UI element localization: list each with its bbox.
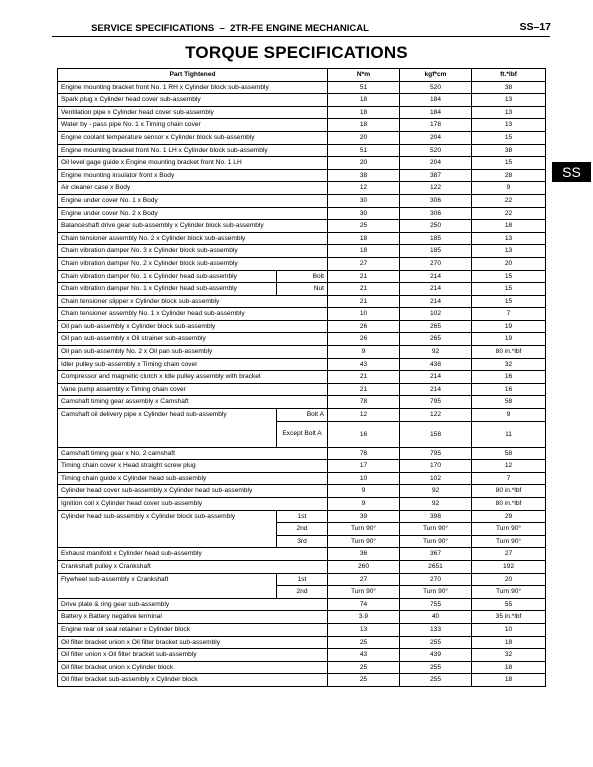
cell-kgf: 214: [400, 383, 472, 396]
table-row: [58, 182, 546, 195]
cell-kgf: 102: [400, 308, 472, 321]
cell-part: Chain tensioner slipper x Cylinder block sub-assembly: [58, 295, 328, 308]
table-row: [58, 371, 546, 384]
cell-kgf: 250: [400, 220, 472, 233]
table-row: [58, 560, 546, 573]
cell-part: Chain tensioner assembly No. 2 x Cylinder block sub-assembly: [58, 232, 328, 245]
cell-part: Oil pan sub-assembly No. 2 x Oil pan sub-assembly: [58, 346, 328, 359]
cell-kgf: 438: [400, 358, 472, 371]
cell-ft: 13: [472, 119, 546, 132]
cell-part: Exhaust manifold x Cylinder head sub-assembly: [58, 548, 328, 561]
cell-kgf: 92: [400, 485, 472, 498]
cell-nm: Turn 90°: [328, 535, 400, 548]
cell-part: Chain vibration damper No. 3 x Cylinder block sub-assembly: [58, 245, 328, 258]
column-header-part: Part Tightened: [58, 69, 328, 82]
cell-nm: 260: [328, 560, 400, 573]
cell-kgf: 122: [400, 409, 472, 422]
cell-kgf: 204: [400, 131, 472, 144]
cell-ft: 32: [472, 649, 546, 662]
cell-ft: 13: [472, 94, 546, 107]
cell-part: Timing chain guide x Cylinder head sub-assembly: [58, 472, 328, 485]
cell-ft: 55: [472, 598, 546, 611]
cell-kgf: 158: [400, 421, 472, 447]
cell-kgf: 122: [400, 182, 472, 195]
table-row: [58, 611, 546, 624]
cell-kgf: 265: [400, 333, 472, 346]
cell-kgf: 214: [400, 371, 472, 384]
cell-part: Engine mounting bracket front No. 1 RH x Cylinder block sub-assembly: [58, 81, 328, 94]
cell-part: Idler pulley sub-assembly x Timing chain cover: [58, 358, 328, 371]
header-section: SERVICE SPECIFICATIONS: [91, 23, 215, 34]
cell-nm: 26: [328, 320, 400, 333]
cell-kgf: 520: [400, 81, 472, 94]
cell-nm: 21: [328, 270, 400, 283]
cell-ft: 7: [472, 308, 546, 321]
cell-part: Oil filter union x Oil filter bracket sub-assembly: [58, 649, 328, 662]
cell-nm: Turn 90°: [328, 586, 400, 599]
cell-ft: Turn 90°: [472, 535, 546, 548]
cell-part: Balanceshaft drive gear sub-assembly x Cylinder block sub-assembly: [58, 220, 328, 233]
cell-kgf: 185: [400, 232, 472, 245]
cell-ft: 35 in.*lbf: [472, 611, 546, 624]
cell-kgf: Turn 90°: [400, 523, 472, 536]
table-row: [58, 358, 546, 371]
cell-nm: Turn 90°: [328, 523, 400, 536]
cell-kgf: 214: [400, 295, 472, 308]
cell-kgf: 306: [400, 207, 472, 220]
cell-condition: Except Bolt A: [277, 421, 328, 447]
table-row: [58, 131, 546, 144]
cell-kgf: 178: [400, 119, 472, 132]
cell-ft: 28: [472, 169, 546, 182]
cell-ft: 58: [472, 396, 546, 409]
cell-part: Engine coolant temperature sensor x Cylinder block sub-assembly: [58, 131, 328, 144]
table-row: [58, 157, 546, 170]
cell-nm: 20: [328, 131, 400, 144]
cell-nm: 78: [328, 396, 400, 409]
page-title: TORQUE SPECIFICATIONS: [185, 43, 408, 62]
header-chapter: 2TR-FE ENGINE MECHANICAL: [230, 23, 369, 34]
cell-condition: 1st: [277, 573, 328, 586]
table-row: [58, 409, 546, 422]
cell-ft: 22: [472, 207, 546, 220]
table-row: [58, 144, 546, 157]
cell-kgf: 214: [400, 283, 472, 296]
cell-part: Timing chain cover x Head straight screw plug: [58, 460, 328, 473]
cell-part: Oil level gage guide x Engine mounting bracket front No. 1 LH: [58, 157, 328, 170]
cell-kgf: 398: [400, 510, 472, 523]
cell-kgf: 520: [400, 144, 472, 157]
table-row: [58, 245, 546, 258]
table-row: [58, 106, 546, 119]
cell-kgf: 795: [400, 447, 472, 460]
column-header-ft: ft.*lbf: [472, 69, 546, 82]
cell-part: Ignition coil x Cylinder head cover sub-assembly: [58, 498, 328, 511]
table-row: [58, 207, 546, 220]
cell-nm: 16: [328, 421, 400, 447]
cell-ft: 13: [472, 232, 546, 245]
cell-part: Camshaft timing gear x No. 2 camshaft: [58, 447, 328, 460]
cell-kgf: 367: [400, 548, 472, 561]
cell-ft: 19: [472, 320, 546, 333]
cell-ft: 15: [472, 157, 546, 170]
cell-part: Camshaft oil delivery pipe x Cylinder head sub-assembly: [58, 409, 277, 448]
cell-ft: 80 in.*lbf: [472, 346, 546, 359]
cell-nm: 43: [328, 358, 400, 371]
cell-condition: Bolt: [277, 270, 328, 283]
column-header-kgf: kgf*cm: [400, 69, 472, 82]
table-row: [58, 548, 546, 561]
cell-part: Engine mounting bracket front No. 1 LH x Cylinder block sub-assembly: [58, 144, 328, 157]
cell-ft: 10: [472, 623, 546, 636]
cell-part: Engine mounting insulator front x Body: [58, 169, 328, 182]
cell-nm: 12: [328, 182, 400, 195]
cell-condition: 2nd: [277, 586, 328, 599]
cell-kgf: 133: [400, 623, 472, 636]
table-row: [58, 119, 546, 132]
cell-ft: 9: [472, 409, 546, 422]
cell-kgf: 170: [400, 460, 472, 473]
table-row: [58, 194, 546, 207]
table-row: [58, 383, 546, 396]
cell-kgf: Turn 90°: [400, 535, 472, 548]
cell-kgf: 439: [400, 649, 472, 662]
cell-kgf: 92: [400, 346, 472, 359]
table-row: [58, 485, 546, 498]
cell-condition: 1st: [277, 510, 328, 523]
cell-part: Camshaft timing gear assembly x Camshaft: [58, 396, 328, 409]
cell-ft: 18: [472, 636, 546, 649]
cell-part: Chain vibration damper No. 2 x Cylinder block sub-assembly: [58, 257, 328, 270]
cell-nm: 12: [328, 409, 400, 422]
cell-ft: 18: [472, 661, 546, 674]
cell-kgf: 255: [400, 674, 472, 687]
cell-kgf: 92: [400, 498, 472, 511]
cell-part: Oil filter bracket union x Cylinder block: [58, 661, 328, 674]
cell-part: Crankshaft pulley x Crankshaft: [58, 560, 328, 573]
table-row: [58, 308, 546, 321]
table-row: [58, 257, 546, 270]
cell-nm: 18: [328, 94, 400, 107]
cell-nm: 21: [328, 283, 400, 296]
cell-part: Drive plate & ring gear sub-assembly: [58, 598, 328, 611]
cell-nm: 9: [328, 346, 400, 359]
cell-kgf: 214: [400, 270, 472, 283]
cell-nm: 9: [328, 485, 400, 498]
page-header: [0, 0, 593, 34]
cell-nm: 18: [328, 245, 400, 258]
cell-ft: 16: [472, 371, 546, 384]
table-row: [58, 295, 546, 308]
cell-ft: 22: [472, 194, 546, 207]
cell-part: Chain tensioner assembly No. 1 x Cylinder head sub-assembly: [58, 308, 328, 321]
cell-nm: 25: [328, 220, 400, 233]
table-row: [58, 447, 546, 460]
cell-ft: 19: [472, 333, 546, 346]
cell-part: Oil filter bracket sub-assembly x Cylinder block: [58, 674, 328, 687]
cell-kgf: 387: [400, 169, 472, 182]
cell-nm: 43: [328, 649, 400, 662]
cell-ft: 32: [472, 358, 546, 371]
cell-kgf: 2651: [400, 560, 472, 573]
cell-part: Oil filter bracket union x Oil filter bracket sub-assembly: [58, 636, 328, 649]
cell-part: Cylinder head cover sub-assembly x Cylinder head sub-assembly: [58, 485, 328, 498]
cell-nm: 30: [328, 207, 400, 220]
cell-nm: 18: [328, 232, 400, 245]
cell-nm: 20: [328, 157, 400, 170]
running-header: [0, 23, 460, 35]
cell-nm: 25: [328, 661, 400, 674]
cell-kgf: 184: [400, 94, 472, 107]
cell-ft: 16: [472, 383, 546, 396]
torque-table: [57, 68, 546, 687]
cell-ft: 192: [472, 560, 546, 573]
table-row: [58, 649, 546, 662]
table-row: [58, 396, 546, 409]
cell-part: Ventilation pipe x Cylinder head cover sub-assembly: [58, 106, 328, 119]
cell-nm: 27: [328, 257, 400, 270]
cell-kgf: 255: [400, 661, 472, 674]
cell-condition: Bolt A: [277, 409, 328, 422]
cell-ft: 11: [472, 421, 546, 447]
cell-ft: 15: [472, 295, 546, 308]
cell-ft: Turn 90°: [472, 523, 546, 536]
cell-kgf: 755: [400, 598, 472, 611]
cell-nm: 26: [328, 333, 400, 346]
cell-kgf: 40: [400, 611, 472, 624]
table-row: [58, 472, 546, 485]
table-row: [58, 573, 546, 586]
cell-ft: 29: [472, 510, 546, 523]
table-row: [58, 460, 546, 473]
table-row: [58, 598, 546, 611]
table-row: [58, 232, 546, 245]
table-row: [58, 270, 546, 283]
cell-ft: 7: [472, 472, 546, 485]
table-row: [58, 346, 546, 359]
cell-part: Vane pump assembly x Timing chain cover: [58, 383, 328, 396]
cell-part: Engine rear oil seal retainer x Cylinder block: [58, 623, 328, 636]
cell-ft: 80 in.*lbf: [472, 498, 546, 511]
cell-nm: 74: [328, 598, 400, 611]
cell-kgf: 270: [400, 573, 472, 586]
cell-nm: 9: [328, 498, 400, 511]
table-header-row: [58, 69, 546, 82]
cell-kgf: Turn 90°: [400, 586, 472, 599]
cell-nm: 18: [328, 106, 400, 119]
table-row: [58, 283, 546, 296]
cell-kgf: 204: [400, 157, 472, 170]
cell-ft: 38: [472, 81, 546, 94]
cell-nm: 3.9: [328, 611, 400, 624]
cell-part: Cylinder head sub-assembly x Cylinder block sub-assembly: [58, 510, 277, 548]
cell-ft: 18: [472, 674, 546, 687]
cell-nm: 21: [328, 295, 400, 308]
cell-part: Oil pan sub-assembly x Cylinder block sub-assembly: [58, 320, 328, 333]
table-row: [58, 320, 546, 333]
cell-nm: 13: [328, 623, 400, 636]
cell-ft: 13: [472, 106, 546, 119]
cell-nm: 10: [328, 472, 400, 485]
cell-kgf: 265: [400, 320, 472, 333]
cell-kgf: 185: [400, 245, 472, 258]
table-row: [58, 636, 546, 649]
cell-part: Flywheel sub-assembly x Crankshaft: [58, 573, 277, 598]
cell-ft: 20: [472, 257, 546, 270]
cell-part: Compressor and magnetic clutch x Idle pulley assembly with bracket: [58, 371, 328, 384]
cell-nm: 21: [328, 371, 400, 384]
cell-kgf: 795: [400, 396, 472, 409]
cell-nm: 36: [328, 548, 400, 561]
table-row: [58, 498, 546, 511]
table-row: [58, 674, 546, 687]
table-row: [58, 220, 546, 233]
cell-condition: 2nd: [277, 523, 328, 536]
table-row: [58, 623, 546, 636]
cell-nm: 38: [328, 169, 400, 182]
cell-nm: 18: [328, 119, 400, 132]
page-number: SS–17: [519, 21, 551, 33]
cell-part: Oil pan sub-assembly x Oil strainer sub-assembly: [58, 333, 328, 346]
cell-part: Engine under cover No. 1 x Body: [58, 194, 328, 207]
cell-part: Air cleaner case x Body: [58, 182, 328, 195]
cell-nm: 10: [328, 308, 400, 321]
cell-kgf: 255: [400, 636, 472, 649]
cell-ft: 15: [472, 131, 546, 144]
cell-part: Chain vibration damper No. 1 x Cylinder head sub-assembly: [58, 270, 277, 283]
cell-kgf: 270: [400, 257, 472, 270]
cell-nm: 51: [328, 81, 400, 94]
table-row: [58, 333, 546, 346]
cell-part: Water by - pass pipe No. 1 x Timing chain cover: [58, 119, 328, 132]
table-row: [58, 81, 546, 94]
cell-ft: 18: [472, 220, 546, 233]
cell-ft: 27: [472, 548, 546, 561]
header-divider: [52, 36, 550, 37]
table-row: [58, 661, 546, 674]
cell-ft: Turn 90°: [472, 586, 546, 599]
cell-ft: 12: [472, 460, 546, 473]
cell-ft: 58: [472, 447, 546, 460]
cell-part: Battery x Battery negative terminal: [58, 611, 328, 624]
cell-ft: 20: [472, 573, 546, 586]
cell-ft: 38: [472, 144, 546, 157]
cell-nm: 30: [328, 194, 400, 207]
cell-ft: 13: [472, 245, 546, 258]
column-header-nm: N*m: [328, 69, 400, 82]
cell-condition: Nut: [277, 283, 328, 296]
cell-kgf: 306: [400, 194, 472, 207]
table-row: [58, 94, 546, 107]
cell-nm: 51: [328, 144, 400, 157]
cell-kgf: 184: [400, 106, 472, 119]
cell-nm: 27: [328, 573, 400, 586]
cell-nm: 25: [328, 674, 400, 687]
cell-nm: 25: [328, 636, 400, 649]
section-tab: SS: [552, 162, 591, 182]
cell-part: Spark plug x Cylinder head cover sub-assembly: [58, 94, 328, 107]
table-row: [58, 169, 546, 182]
cell-part: Engine under cover No. 2 x Body: [58, 207, 328, 220]
cell-nm: 78: [328, 447, 400, 460]
cell-ft: 15: [472, 283, 546, 296]
cell-nm: 39: [328, 510, 400, 523]
cell-ft: 80 in.*lbf: [472, 485, 546, 498]
cell-ft: 9: [472, 182, 546, 195]
cell-nm: 21: [328, 383, 400, 396]
cell-condition: 3rd: [277, 535, 328, 548]
table-row: [58, 510, 546, 523]
cell-kgf: 102: [400, 472, 472, 485]
header-dash: –: [219, 23, 225, 34]
cell-part: Chain vibration damper No. 1 x Cylinder head sub-assembly: [58, 283, 277, 296]
cell-ft: 15: [472, 270, 546, 283]
cell-nm: 17: [328, 460, 400, 473]
